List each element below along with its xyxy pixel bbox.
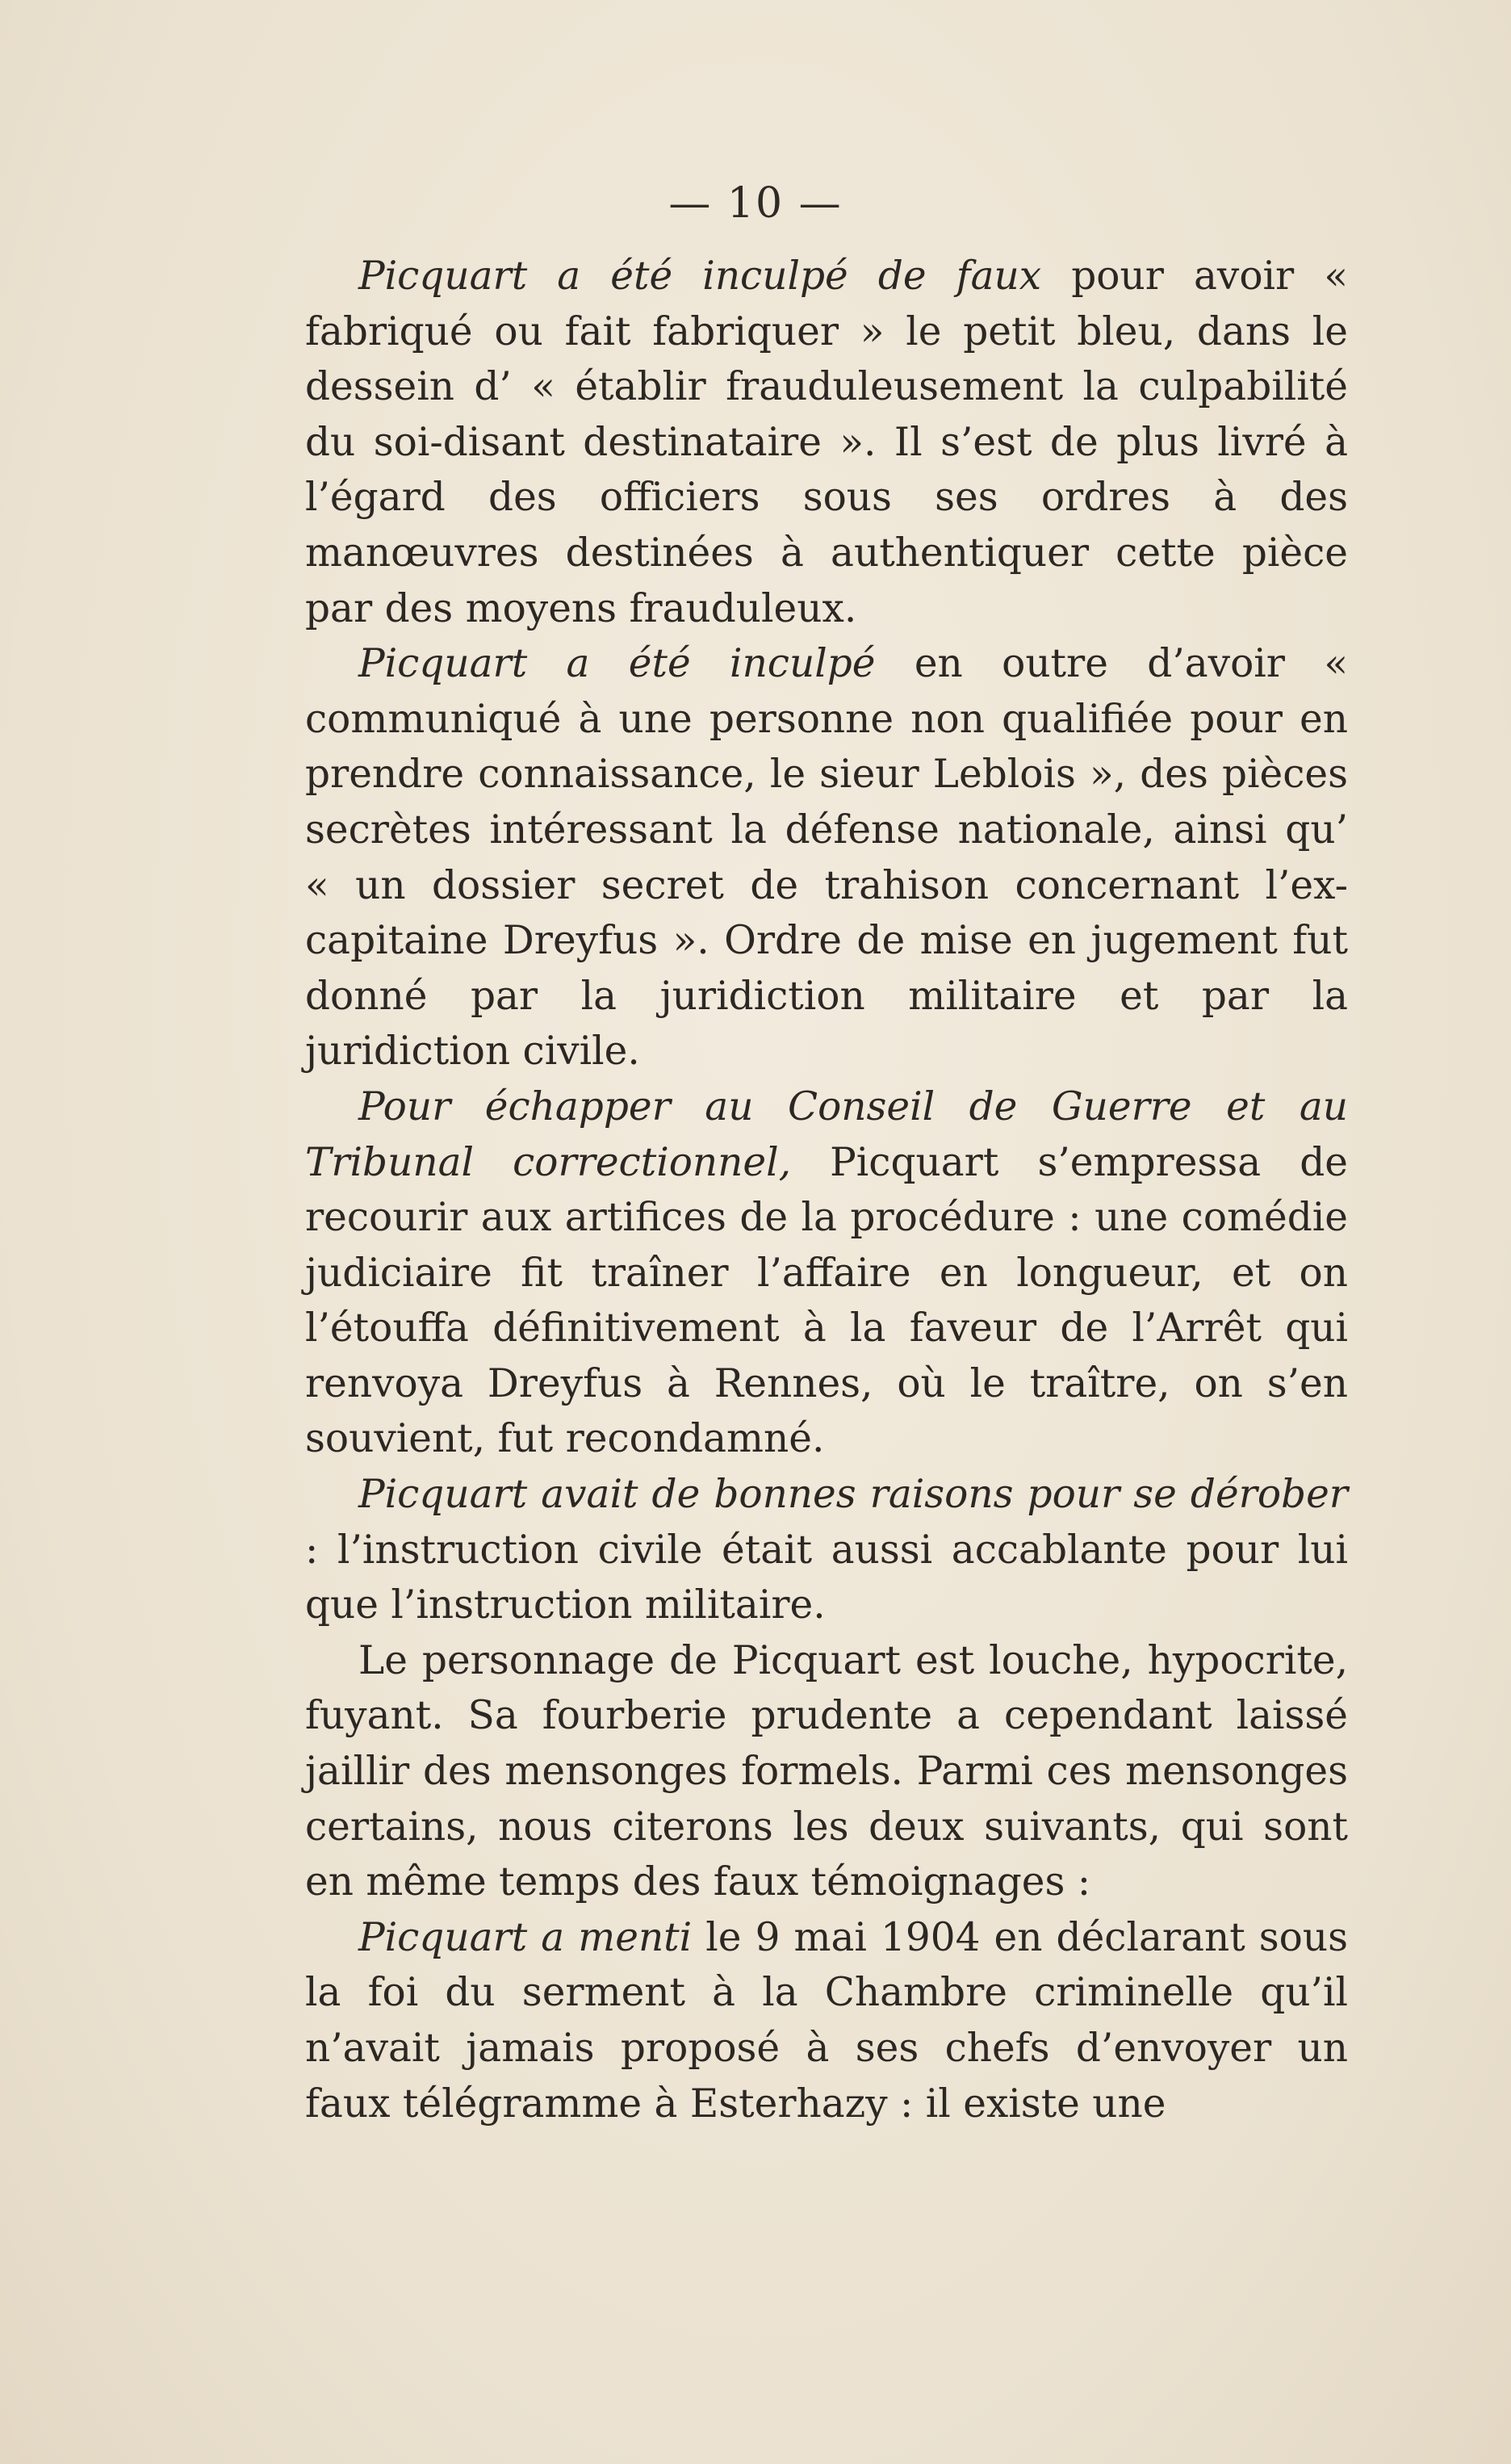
run: Picquart a été inculpé de faux <box>358 254 1042 299</box>
paragraph-4 <box>305 1467 1348 1633</box>
body-text <box>305 249 1348 2131</box>
paragraph-1 <box>305 249 1348 636</box>
page-number: — 10 — <box>668 179 843 228</box>
run: le 9 mai 1904 en déclarant sous la foi du serment à la Chambre criminelle qu’il n’avait jamais proposé à ses chefs d’envoyer un faux télégramme à Esterhazy : il existe une <box>305 1914 1349 2127</box>
paragraph-5 <box>305 1633 1348 1910</box>
run: Picquart s’empressa de recourir aux artifices de la procédure : une comédie judiciaire fit traîner l’affaire en longueur, et on l’étouffa définitivement à la faveur de l’Arrêt qui renvoya Dreyfus à Rennes, où le traître, on s’en souvient, fut recondamné. <box>305 1139 1348 1462</box>
run: pour avoir « fabriqué ou fait fabriquer » le petit bleu, dans le dessein d’ « établir frauduleusement la culpabilité du soi-disant destinataire ». Il s’est de plus livré à l’égard des officiers sous ses ordres à des manœuvres destinées à authentiquer cette pièce par des moyens frauduleux. <box>305 254 1348 631</box>
run: en outre d’avoir « communiqué à une personne non qualifiée pour en prendre connaissance, le sieur Leblois », des pièces secrètes intéressant la défense nationale, ainsi qu’ « un dossier secret de trahison concernant l’ex-capitaine Dreyfus ». Ordre de mise en jugement fut donné par la juridiction militaire et par la juridiction civile. <box>305 641 1348 1075</box>
paragraph-3 <box>305 1079 1348 1467</box>
run: Le personnage de Picquart est louche, hypocrite, fuyant. Sa fourberie prudente a cependant laissé jaillir des mensonges formels. Parmi ces mensonges certains, nous citerons les deux suivants, qui sont en même temps des faux témoignages : <box>305 1637 1348 1905</box>
run: Picquart avait de bonnes raisons pour se dérober <box>358 1472 1348 1518</box>
paragraph-2 <box>305 636 1348 1079</box>
run: Pour échapper au Conseil de Guerre et au Tribunal correctionnel, <box>305 1083 1348 1185</box>
run: Picquart a menti <box>358 1914 693 1960</box>
run: Picquart a été inculpé <box>358 641 876 687</box>
run: : l’instruction civile était aussi accablante pour lui que l’instruction militaire. <box>305 1527 1348 1628</box>
paragraph-6 <box>305 1910 1348 2131</box>
